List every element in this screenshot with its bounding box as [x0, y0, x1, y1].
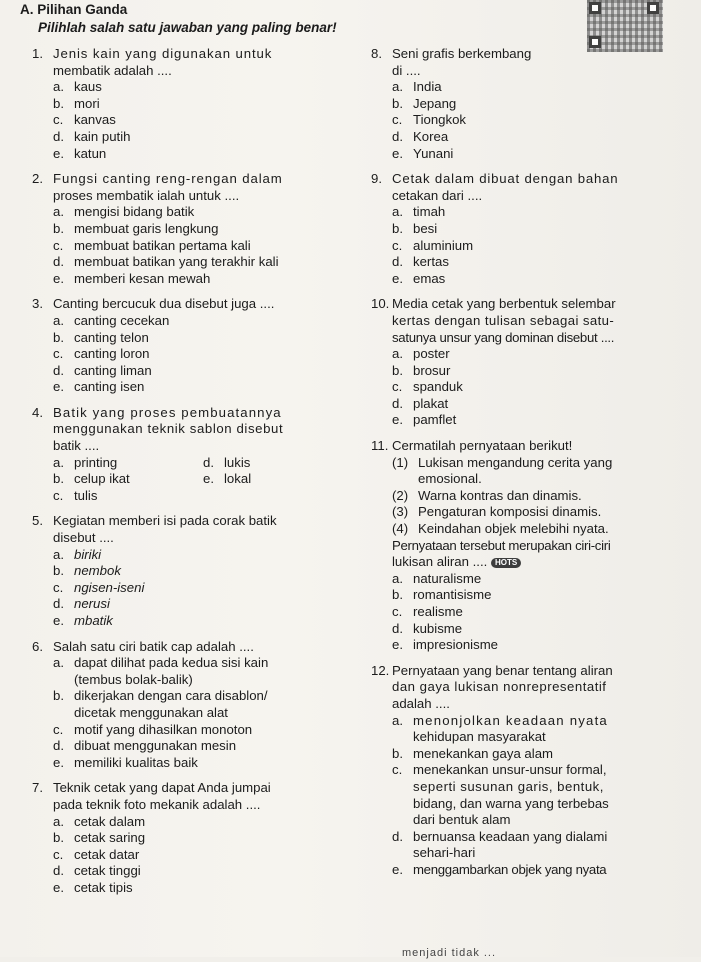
question-7 [32, 780, 350, 896]
question-number: 2. [32, 171, 43, 187]
option-text: lukis [224, 454, 251, 470]
option-e[interactable] [32, 880, 350, 897]
option-letter: a. [53, 204, 64, 220]
option-letter: c. [53, 846, 64, 862]
question-text: satunya unsur yang dominan disebut .... [392, 329, 615, 345]
option-d[interactable] [371, 829, 689, 862]
option-a[interactable] [53, 455, 203, 472]
option-b[interactable] [53, 471, 203, 488]
option-letter: c. [392, 762, 403, 778]
option-text: dapat dilihat pada kedua sisi kain [74, 655, 269, 671]
option-d[interactable] [32, 254, 350, 271]
option-text: canting telon [74, 329, 149, 345]
statement-text: Keindahan objek melebihi nyata. [418, 521, 609, 537]
option-text: seperti susunan garis, bentuk, [413, 778, 604, 794]
option-text: brosur [413, 362, 451, 378]
question-text: lukisan aliran .... [392, 554, 488, 570]
question-5 [32, 513, 350, 629]
option-text: plakat [413, 395, 449, 411]
question-text: Pernyataan yang benar tentang aliran [392, 662, 613, 678]
option-d[interactable] [371, 254, 689, 271]
instruction-text: Pilihlah salah satu jawaban yang paling benar! [38, 20, 337, 35]
option-letter: d. [392, 395, 403, 411]
option-text: cetak dalam [74, 813, 146, 829]
question-number: 4. [32, 404, 43, 420]
statement-2 [371, 488, 689, 505]
option-text: cetak tinggi [74, 863, 141, 879]
option-text: India [413, 79, 442, 95]
section-title: A. Pilihan Ganda [20, 2, 128, 17]
option-e[interactable] [32, 271, 350, 288]
question-11 [371, 438, 689, 654]
option-a[interactable] [32, 655, 350, 688]
question-text: Salah satu ciri batik cap adalah .... [53, 638, 254, 654]
option-a[interactable] [32, 547, 350, 564]
option-text: besi [413, 220, 438, 236]
option-letter: c. [53, 237, 64, 253]
question-text: kertas dengan tulisan sebagai satu- [392, 312, 615, 328]
question-8 [371, 46, 689, 162]
option-c[interactable] [32, 847, 350, 864]
option-letter: e. [53, 754, 64, 770]
question-9 [371, 171, 689, 287]
option-text: canting liman [74, 362, 152, 378]
option-d[interactable] [32, 363, 350, 380]
option-c[interactable] [32, 580, 350, 597]
option-a[interactable] [371, 346, 689, 363]
cutoff-text: menjadi tidak ... [402, 947, 497, 959]
option-c[interactable] [53, 488, 203, 505]
option-letter: b. [53, 95, 64, 111]
question-10 [371, 296, 689, 429]
option-c[interactable] [32, 238, 350, 255]
option-letter: b. [53, 220, 64, 236]
option-b[interactable] [32, 830, 350, 847]
question-number: 11. [371, 438, 389, 454]
question-text: Pernyataan tersebut merupakan ciri-ciri [392, 537, 611, 553]
question-text: dan gaya lukisan nonrepresentatif [392, 679, 607, 695]
option-c[interactable] [32, 112, 350, 129]
option-letter: d. [53, 362, 64, 378]
option-d[interactable] [32, 596, 350, 613]
option-letter: a. [392, 570, 403, 586]
option-letter: b. [53, 563, 64, 579]
right-column [371, 46, 689, 888]
option-a[interactable] [32, 313, 350, 330]
statement-number: (1) [392, 454, 409, 470]
question-text: Batik yang proses pembuatannya [53, 404, 282, 420]
option-text: Korea [413, 128, 449, 144]
option-letter: d. [53, 738, 64, 754]
option-text: printing [74, 454, 118, 470]
option-text: romantisisme [413, 587, 492, 603]
option-text: nembok [74, 563, 121, 579]
option-letter: e. [392, 412, 403, 428]
question-number: 10. [371, 296, 390, 312]
option-letter: a. [392, 204, 403, 220]
option-letter: e. [53, 613, 64, 628]
option-text: dicetak menggunakan alat [74, 704, 228, 720]
option-a[interactable] [32, 79, 350, 96]
option-text: impresionisme [413, 637, 499, 653]
option-c[interactable] [371, 762, 689, 828]
option-letter: a. [53, 312, 64, 328]
option-text: kaus [74, 79, 102, 95]
statement-text: Warna kontras dan dinamis. [418, 487, 582, 503]
question-number: 1. [32, 46, 43, 61]
option-e[interactable] [32, 755, 350, 772]
question-1 [32, 46, 350, 162]
option-text: dari bentuk alam [413, 812, 511, 828]
hots-badge: HOTS [491, 558, 521, 568]
option-b[interactable] [32, 688, 350, 721]
option-text: kertas [413, 254, 449, 270]
statement-number: (2) [392, 487, 409, 503]
option-text: menonjolkan keadaan nyata [413, 712, 608, 728]
option-letter: d. [392, 620, 403, 636]
option-letter: b. [392, 220, 403, 236]
option-text: kubisme [413, 620, 463, 636]
question-text: pada teknik foto mekanik adalah .... [53, 796, 261, 812]
option-letter: e. [53, 379, 64, 395]
option-b[interactable] [371, 221, 689, 238]
question-text: disebut .... [53, 530, 114, 546]
option-letter: c. [53, 721, 64, 737]
option-text: spanduk [413, 379, 463, 395]
option-letter: c. [392, 237, 403, 253]
option-text: mengisi bidang batik [74, 204, 195, 220]
option-text: menekankan gaya alam [413, 745, 554, 761]
option-letter: b. [53, 471, 64, 487]
option-text: Yunani [413, 145, 454, 161]
option-b[interactable] [371, 587, 689, 604]
option-text: membuat garis lengkung [74, 220, 219, 236]
option-letter: c. [53, 579, 64, 595]
option-letter: a. [53, 813, 64, 829]
option-text: mbatik [74, 613, 113, 628]
question-text: membatik adalah .... [53, 62, 172, 78]
option-letter: e. [53, 270, 64, 286]
option-b[interactable] [371, 96, 689, 113]
option-a[interactable] [371, 571, 689, 588]
statement-3 [371, 504, 689, 521]
option-letter: e. [53, 879, 64, 895]
option-text: nerusi [74, 596, 110, 612]
option-letter: d. [53, 596, 64, 612]
qr-code-image [587, 0, 663, 52]
option-text: naturalisme [413, 570, 482, 586]
option-e[interactable] [32, 146, 350, 163]
option-letter: c. [392, 604, 403, 619]
question-12 [371, 663, 689, 879]
qr-finder-icon [647, 2, 659, 14]
question-number: 3. [32, 296, 43, 312]
option-e[interactable] [32, 379, 350, 396]
question-text: Teknik cetak yang dapat Anda jumpai [53, 780, 271, 796]
option-letter: e. [392, 270, 403, 286]
option-text: poster [413, 346, 450, 362]
option-b[interactable] [32, 330, 350, 347]
statement-number: (4) [392, 521, 409, 537]
option-letter: b. [53, 329, 64, 345]
option-text: cetak tipis [74, 879, 133, 895]
option-letter: d. [203, 454, 214, 470]
option-text: dibuat menggunakan mesin [74, 738, 237, 754]
statement-text: Pengaturan komposisi dinamis. [418, 504, 602, 520]
option-text: emas [413, 270, 446, 286]
option-a[interactable] [371, 79, 689, 96]
option-letter: a. [53, 79, 64, 95]
option-b[interactable] [371, 363, 689, 380]
option-d[interactable] [32, 129, 350, 146]
question-text [371, 554, 689, 571]
options-grid [32, 455, 350, 505]
option-c[interactable] [371, 112, 689, 129]
left-column [32, 46, 350, 906]
option-text: lokal [224, 471, 252, 487]
option-a[interactable] [371, 204, 689, 221]
option-e[interactable] [371, 146, 689, 163]
option-letter: d. [53, 128, 64, 144]
option-letter: b. [392, 362, 403, 378]
option-text: aluminium [413, 237, 474, 253]
option-text: motif yang dihasilkan monoton [74, 721, 253, 737]
question-text: Cermatilah pernyataan berikut! [392, 438, 573, 454]
option-letter: d. [53, 863, 64, 879]
question-text: Media cetak yang berbentuk selembar [392, 296, 616, 312]
option-a[interactable] [32, 814, 350, 831]
option-letter: e. [392, 145, 403, 161]
question-text: di .... [392, 62, 421, 78]
option-text: kehidupan masyarakat [413, 729, 546, 745]
question-text: Jenis kain yang digunakan untuk [53, 46, 273, 61]
question-number: 9. [371, 171, 382, 187]
option-text: memiliki kualitas baik [74, 754, 198, 770]
question-number: 8. [371, 46, 382, 61]
option-text: Jepang [413, 95, 457, 111]
option-letter: d. [53, 254, 64, 270]
option-letter: e. [392, 637, 403, 653]
question-text: proses membatik ialah untuk .... [53, 187, 240, 203]
option-d[interactable] [371, 396, 689, 413]
option-text: realisme [413, 604, 463, 619]
option-c[interactable] [371, 379, 689, 396]
question-6 [32, 639, 350, 772]
option-letter: b. [392, 745, 403, 761]
option-text: Tiongkok [413, 112, 467, 128]
option-letter: c. [53, 487, 64, 503]
option-text: ngisen-iseni [74, 579, 145, 595]
option-e[interactable] [203, 471, 353, 488]
option-text: bidang, dan warna yang terbebas [413, 795, 609, 811]
option-c[interactable] [371, 604, 689, 621]
option-e[interactable] [371, 862, 689, 879]
option-c[interactable] [32, 722, 350, 739]
option-text: kanvas [74, 112, 116, 128]
option-letter: a. [392, 79, 403, 95]
option-text: bernuansa keadaan yang dialami [413, 828, 608, 844]
question-text: Fungsi canting reng-rengan dalam [53, 171, 283, 187]
option-letter: c. [392, 379, 403, 395]
option-b[interactable] [32, 563, 350, 580]
statement-text: emosional. [418, 471, 482, 487]
option-text: kain putih [74, 128, 131, 144]
question-number: 5. [32, 513, 43, 529]
option-text: dikerjakan dengan cara disablon/ [74, 688, 268, 704]
option-letter: a. [53, 655, 64, 671]
option-letter: a. [53, 454, 64, 470]
option-letter: c. [53, 346, 64, 362]
question-number: 6. [32, 638, 43, 654]
option-d[interactable] [371, 621, 689, 638]
option-a[interactable] [371, 713, 689, 746]
question-text: cetakan dari .... [392, 187, 483, 203]
option-letter: c. [392, 112, 403, 128]
option-text: celup ikat [74, 471, 130, 487]
question-number: 12. [371, 662, 390, 678]
option-c[interactable] [371, 238, 689, 255]
question-text: menggunakan teknik sablon disebut [53, 421, 284, 437]
option-text: membuat batikan pertama kali [74, 237, 251, 253]
option-letter: c. [53, 112, 64, 128]
option-letter: d. [392, 254, 403, 270]
question-text: Canting bercucuk dua disebut juga .... [53, 296, 275, 312]
option-letter: e. [53, 145, 64, 161]
option-a[interactable] [32, 204, 350, 221]
option-text: (tembus bolak-balik) [74, 671, 193, 687]
option-b[interactable] [371, 746, 689, 763]
option-e[interactable] [371, 271, 689, 288]
option-letter: d. [392, 128, 403, 144]
option-e[interactable] [32, 613, 350, 630]
option-c[interactable] [32, 346, 350, 363]
question-3 [32, 296, 350, 396]
statement-text: Lukisan mengandung cerita yang [418, 454, 613, 470]
option-text: pamflet [413, 412, 457, 428]
option-d[interactable] [32, 738, 350, 755]
option-text: canting isen [74, 379, 145, 395]
option-e[interactable] [371, 637, 689, 654]
option-text: sehari-hari [413, 845, 476, 861]
option-text: mori [74, 95, 100, 111]
option-e[interactable] [371, 412, 689, 429]
option-b[interactable] [32, 96, 350, 113]
option-letter: a. [392, 712, 403, 728]
option-text: cetak saring [74, 830, 146, 846]
option-text: canting cecekan [74, 312, 170, 328]
option-letter: b. [53, 830, 64, 846]
statement-4 [371, 521, 689, 538]
question-number: 7. [32, 780, 43, 796]
option-letter: b. [53, 688, 64, 704]
question-text: adalah .... [392, 695, 450, 711]
statement-number: (3) [392, 504, 409, 520]
option-text: timah [413, 204, 446, 220]
question-text: Kegiatan memberi isi pada corak batik [53, 513, 277, 529]
question-text: Cetak dalam dibuat dengan bahan [392, 171, 619, 187]
question-2 [32, 171, 350, 287]
option-letter: b. [392, 587, 403, 603]
question-text: Seni grafis berkembang [392, 46, 532, 61]
option-letter: a. [392, 346, 403, 362]
option-letter: d. [392, 828, 403, 844]
option-d[interactable] [32, 863, 350, 880]
option-text: memberi kesan mewah [74, 270, 211, 286]
option-text: menekankan unsur-unsur formal, [413, 762, 607, 778]
option-text: membuat batikan yang terakhir kali [74, 254, 279, 270]
qr-finder-icon [589, 2, 601, 14]
question-4 [32, 405, 350, 505]
option-b[interactable] [32, 221, 350, 238]
question-text: batik .... [53, 438, 100, 454]
option-text: cetak datar [74, 846, 140, 862]
option-letter: e. [392, 861, 403, 877]
option-letter: b. [392, 95, 403, 111]
option-letter: e. [203, 471, 214, 487]
option-d[interactable] [203, 455, 353, 472]
option-text: katun [74, 145, 107, 161]
statement-1 [371, 455, 689, 488]
option-text: canting loron [74, 346, 150, 362]
option-text: menggambarkan objek yang nyata [413, 861, 607, 877]
option-text: biriki [74, 546, 102, 562]
option-letter: a. [53, 546, 64, 562]
option-d[interactable] [371, 129, 689, 146]
option-text: tulis [74, 487, 98, 503]
